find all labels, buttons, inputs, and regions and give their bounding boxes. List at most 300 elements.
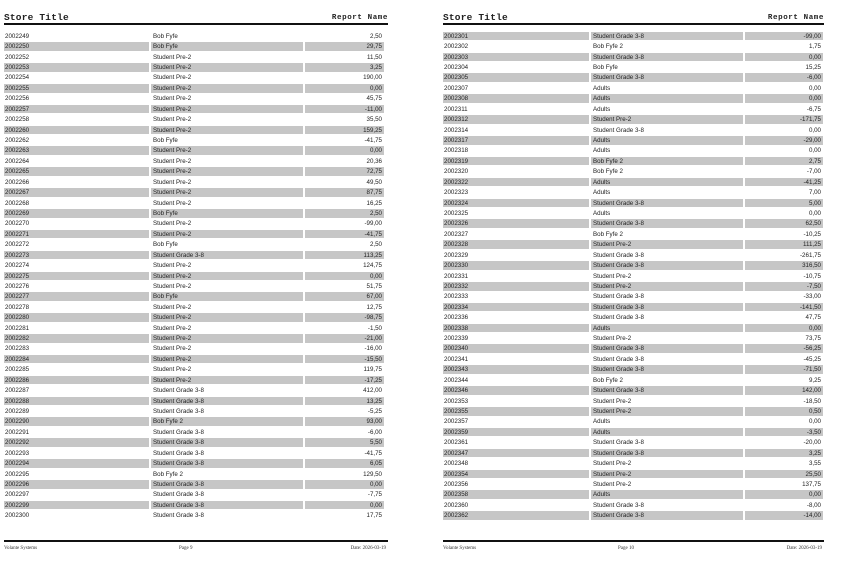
table-row — [4, 396, 388, 406]
row-name: Student Pre-2 — [151, 126, 303, 135]
row-id: 2002324 — [443, 199, 589, 208]
row-id: 2002336 — [444, 314, 469, 322]
table-row — [443, 417, 824, 427]
row-name: Student Pre-2 — [151, 105, 303, 114]
table-row — [4, 458, 388, 468]
table-row — [443, 510, 824, 520]
row-name: Adults — [591, 178, 743, 187]
row-name: Adults — [591, 324, 743, 333]
row-name: Student Grade 3-8 — [151, 397, 303, 406]
row-name: Student Pre-2 — [591, 407, 743, 416]
row-id: 2002341 — [444, 355, 469, 363]
row-id: 2002267 — [4, 188, 149, 197]
row-id: 2002347 — [443, 449, 589, 458]
row-name: Student Pre-2 — [153, 303, 192, 311]
table-row — [4, 417, 388, 427]
row-amount: 3,55 — [808, 460, 821, 468]
row-name: Adults — [591, 94, 743, 103]
table-row — [4, 302, 388, 312]
footer-divider — [443, 540, 824, 542]
row-name: Student Grade 3-8 — [591, 344, 743, 353]
table-row — [443, 125, 824, 135]
row-amount: -71,50 — [745, 365, 823, 374]
row-id: 2002282 — [4, 334, 149, 343]
row-name: Bob Fyfe 2 — [153, 470, 183, 478]
row-amount: -33,00 — [803, 293, 821, 301]
row-amount: 3,25 — [305, 63, 384, 72]
row-name: Student Pre-2 — [153, 116, 192, 124]
table-row — [443, 490, 824, 500]
row-name: Student Grade 3-8 — [153, 491, 204, 499]
page-number: Page 10 — [618, 546, 634, 551]
table-row — [443, 52, 824, 62]
row-id: 2002340 — [443, 344, 589, 353]
row-name: Student Pre-2 — [153, 157, 192, 165]
row-id: 2002277 — [4, 292, 149, 301]
row-amount: 137,75 — [802, 480, 821, 488]
row-amount: -261,75 — [800, 251, 821, 259]
row-amount: 0,00 — [808, 418, 821, 426]
row-id: 2002325 — [444, 209, 469, 217]
row-amount: 45,75 — [366, 95, 382, 103]
table-row — [4, 114, 388, 124]
table-row — [4, 31, 388, 41]
row-id: 2002359 — [443, 428, 589, 437]
row-amount: 1,75 — [808, 43, 821, 51]
row-id: 2002361 — [444, 439, 469, 447]
table-row — [443, 281, 824, 291]
row-name: Bob Fyfe — [151, 209, 303, 218]
table-row — [443, 344, 824, 354]
row-amount: 20,36 — [366, 157, 382, 165]
table-row — [4, 427, 388, 437]
table-row — [443, 479, 824, 489]
row-id: 2002362 — [443, 511, 589, 520]
row-id: 2002278 — [5, 303, 30, 311]
row-name: Bob Fyfe 2 — [593, 376, 623, 384]
table-row — [443, 135, 824, 145]
row-id: 2002250 — [4, 42, 149, 51]
row-name: Student Pre-2 — [591, 470, 743, 479]
row-amount: 0,00 — [808, 84, 821, 92]
table-row — [4, 83, 388, 93]
row-amount: -41,75 — [305, 230, 384, 239]
table-row — [4, 125, 388, 135]
store-title: Store Title — [443, 12, 508, 23]
table-row — [443, 166, 824, 176]
row-name: Bob Fyfe — [593, 64, 618, 72]
table-row — [443, 219, 824, 229]
table-row — [443, 187, 824, 197]
row-amount: -8,00 — [806, 501, 821, 509]
row-id: 2002284 — [4, 355, 149, 364]
company-name: Volante Systems — [4, 546, 38, 551]
row-id: 2002330 — [443, 261, 589, 270]
row-amount: -7,50 — [745, 282, 823, 291]
row-name: Student Grade 3-8 — [593, 314, 644, 322]
table-row — [4, 271, 388, 281]
table-row — [4, 229, 388, 239]
row-name: Adults — [591, 490, 743, 499]
row-name: Student Grade 3-8 — [591, 511, 743, 520]
table-row — [443, 250, 824, 260]
row-name: Bob Fyfe 2 — [151, 417, 303, 426]
row-id: 2002328 — [443, 240, 589, 249]
row-amount: 49,50 — [366, 178, 382, 186]
row-name: Student Pre-2 — [151, 272, 303, 281]
table-row — [4, 239, 388, 249]
row-name: Student Grade 3-8 — [593, 251, 644, 259]
row-name: Student Grade 3-8 — [151, 480, 303, 489]
row-name: Student Grade 3-8 — [153, 407, 204, 415]
row-id: 2002272 — [5, 241, 30, 249]
table-row — [4, 135, 388, 145]
table-row — [443, 239, 824, 249]
footer-divider — [4, 540, 388, 542]
row-amount: -99,00 — [745, 32, 823, 41]
row-id: 2002295 — [5, 470, 30, 478]
row-name: Student Grade 3-8 — [153, 428, 204, 436]
row-name: Bob Fyfe — [153, 32, 178, 40]
row-id: 2002329 — [444, 251, 469, 259]
row-id: 2002281 — [5, 324, 30, 332]
row-amount: 2,50 — [369, 241, 382, 249]
row-amount: 0,00 — [305, 501, 384, 510]
row-name: Student Pre-2 — [153, 345, 192, 353]
row-id: 2002264 — [5, 157, 30, 165]
table-row — [4, 146, 388, 156]
row-amount: 0,00 — [745, 94, 823, 103]
row-name: Student Grade 3-8 — [151, 501, 303, 510]
row-name: Student Grade 3-8 — [153, 449, 204, 457]
row-id: 2002249 — [5, 32, 30, 40]
row-amount: 0,00 — [305, 146, 384, 155]
row-amount: -5,25 — [367, 407, 382, 415]
row-amount: -41,75 — [364, 449, 382, 457]
row-name: Adults — [591, 428, 743, 437]
table-row — [4, 94, 388, 104]
row-id: 2002344 — [444, 376, 469, 384]
table-row — [443, 73, 824, 83]
row-name: Student Pre-2 — [591, 240, 743, 249]
row-amount: 29,75 — [305, 42, 384, 51]
row-amount: -14,00 — [745, 511, 823, 520]
row-name: Bob Fyfe — [151, 292, 303, 301]
row-name: Student Pre-2 — [151, 146, 303, 155]
row-id: 2002274 — [5, 262, 30, 270]
row-amount: -1,50 — [367, 324, 382, 332]
row-name: Student Grade 3-8 — [591, 219, 743, 228]
report-name: Report Name — [331, 14, 388, 22]
row-id: 2002257 — [4, 105, 149, 114]
row-name: Student Pre-2 — [153, 178, 192, 186]
row-name: Bob Fyfe 2 — [593, 230, 623, 238]
row-id: 2002303 — [443, 53, 589, 62]
row-name: Bob Fyfe — [151, 42, 303, 51]
table-row — [4, 469, 388, 479]
row-id: 2002285 — [5, 366, 30, 374]
row-id: 2002299 — [4, 501, 149, 510]
row-amount: 9,25 — [808, 376, 821, 384]
row-amount: 73,75 — [805, 335, 821, 343]
table-row — [443, 104, 824, 114]
row-id: 2002320 — [444, 168, 469, 176]
row-amount: 7,00 — [808, 189, 821, 197]
row-name: Student Pre-2 — [593, 335, 632, 343]
header-divider — [4, 23, 388, 25]
row-name: Student Pre-2 — [153, 366, 192, 374]
row-name: Student Grade 3-8 — [151, 251, 303, 260]
report-page-10 — [443, 0, 824, 563]
table-row — [4, 479, 388, 489]
row-amount: 412,00 — [363, 387, 382, 395]
row-amount: 0,00 — [745, 53, 823, 62]
row-amount: 5,50 — [305, 438, 384, 447]
report-date: Date: 2026-03-19 — [350, 546, 386, 551]
table-row — [443, 94, 824, 104]
table-row — [443, 229, 824, 239]
row-name: Student Grade 3-8 — [153, 387, 204, 395]
row-id: 2002288 — [4, 397, 149, 406]
row-name: Student Pre-2 — [151, 84, 303, 93]
row-name: Student Grade 3-8 — [593, 293, 644, 301]
row-name: Student Grade 3-8 — [151, 459, 303, 468]
table-row — [4, 260, 388, 270]
table-row — [443, 208, 824, 218]
row-id: 2002305 — [443, 73, 589, 82]
row-id: 2002294 — [4, 459, 149, 468]
table-row — [443, 406, 824, 416]
table-row — [443, 385, 824, 395]
row-name: Student Pre-2 — [151, 334, 303, 343]
row-amount: -15,50 — [305, 355, 384, 364]
row-id: 2002268 — [5, 199, 30, 207]
row-name: Bob Fyfe — [153, 137, 178, 145]
row-amount: 13,25 — [305, 397, 384, 406]
row-name: Student Grade 3-8 — [593, 501, 644, 509]
table-row — [443, 458, 824, 468]
table-row — [4, 104, 388, 114]
row-amount: 11,50 — [366, 53, 382, 61]
row-name: Adults — [591, 136, 743, 145]
row-name: Student Pre-2 — [153, 199, 192, 207]
row-id: 2002304 — [444, 64, 469, 72]
table-row — [443, 198, 824, 208]
row-id: 2002334 — [443, 303, 589, 312]
table-row — [4, 365, 388, 375]
row-name: Student Pre-2 — [151, 355, 303, 364]
row-amount: -98,75 — [305, 313, 384, 322]
row-id: 2002296 — [4, 480, 149, 489]
row-id: 2002333 — [444, 293, 469, 301]
row-id: 2002280 — [4, 313, 149, 322]
row-amount: 0,00 — [808, 147, 821, 155]
row-id: 2002265 — [4, 167, 149, 176]
row-id: 2002273 — [4, 251, 149, 260]
row-amount: 2,50 — [369, 32, 382, 40]
row-amount: -45,25 — [803, 355, 821, 363]
row-amount: -10,25 — [803, 230, 821, 238]
table-row — [443, 31, 824, 41]
row-id: 2002286 — [4, 376, 149, 385]
table-row — [443, 500, 824, 510]
table-row — [4, 323, 388, 333]
row-amount: 62,50 — [745, 219, 823, 228]
row-amount: 5,00 — [745, 199, 823, 208]
report-date: Date: 2026-03-19 — [786, 546, 822, 551]
table-row — [443, 177, 824, 187]
table-row — [443, 333, 824, 343]
row-id: 2002357 — [444, 418, 469, 426]
table-row — [4, 333, 388, 343]
row-name: Student Pre-2 — [151, 230, 303, 239]
row-name: Student Grade 3-8 — [591, 386, 743, 395]
row-amount: -41,75 — [364, 137, 382, 145]
row-amount: -21,00 — [305, 334, 384, 343]
row-id: 2002260 — [4, 126, 149, 135]
row-amount: -17,25 — [305, 376, 384, 385]
row-name: Student Pre-2 — [151, 376, 303, 385]
row-name: Student Pre-2 — [591, 282, 743, 291]
table-row — [4, 312, 388, 322]
row-amount: 72,75 — [305, 167, 384, 176]
row-id: 2002314 — [444, 126, 469, 134]
row-id: 2002311 — [444, 105, 468, 113]
row-amount: 12,75 — [366, 303, 382, 311]
table-row — [4, 198, 388, 208]
row-name: Student Pre-2 — [153, 282, 192, 290]
row-id: 2002348 — [444, 460, 469, 468]
row-name: Student Grade 3-8 — [591, 32, 743, 41]
table-row — [443, 62, 824, 72]
table-row — [4, 250, 388, 260]
row-amount: 93,00 — [305, 417, 384, 426]
row-id: 2002252 — [5, 53, 30, 61]
row-id: 2002360 — [444, 501, 469, 509]
row-amount: -11,00 — [305, 105, 384, 114]
row-id: 2002317 — [443, 136, 589, 145]
row-name: Student Pre-2 — [153, 95, 192, 103]
table-row — [443, 114, 824, 124]
row-amount: -29,00 — [745, 136, 823, 145]
row-name: Adults — [593, 147, 611, 155]
row-id: 2002256 — [5, 95, 30, 103]
table-row — [443, 323, 824, 333]
row-id: 2002343 — [443, 365, 589, 374]
row-id: 2002275 — [4, 272, 149, 281]
row-id: 2002358 — [443, 490, 589, 499]
row-name: Student Grade 3-8 — [591, 303, 743, 312]
table-row — [4, 177, 388, 187]
row-name: Bob Fyfe — [153, 241, 178, 249]
row-name: Student Pre-2 — [153, 324, 192, 332]
row-amount: 2,50 — [305, 209, 384, 218]
table-row — [443, 292, 824, 302]
row-name: Student Pre-2 — [153, 74, 192, 82]
table-row — [4, 406, 388, 416]
row-id: 2002290 — [4, 417, 149, 426]
table-row — [4, 448, 388, 458]
row-id: 2002346 — [443, 386, 589, 395]
table-row — [443, 156, 824, 166]
table-row — [443, 469, 824, 479]
row-id: 2002356 — [444, 480, 469, 488]
table-row — [4, 281, 388, 291]
row-name: Student Pre-2 — [153, 53, 192, 61]
row-name: Student Grade 3-8 — [591, 365, 743, 374]
row-id: 2002253 — [4, 63, 149, 72]
row-amount: 142,00 — [745, 386, 823, 395]
row-name: Student Grade 3-8 — [591, 261, 743, 270]
row-id: 2002254 — [5, 74, 30, 82]
row-id: 2002338 — [443, 324, 589, 333]
store-title: Store Title — [4, 12, 69, 23]
table-row — [443, 437, 824, 447]
row-amount: 2,75 — [745, 157, 823, 166]
table-row — [4, 187, 388, 197]
table-row — [443, 354, 824, 364]
table-row — [4, 490, 388, 500]
row-id: 2002319 — [443, 157, 589, 166]
row-name: Student Grade 3-8 — [153, 512, 204, 520]
header-divider — [443, 23, 824, 25]
row-amount: 51,75 — [366, 282, 382, 290]
report-name: Report Name — [767, 14, 824, 22]
row-amount: -7,75 — [367, 491, 382, 499]
row-amount: -18,50 — [803, 397, 821, 405]
row-name: Student Grade 3-8 — [593, 355, 644, 363]
row-id: 2002354 — [443, 470, 589, 479]
row-amount: 129,50 — [363, 470, 382, 478]
row-id: 2002300 — [5, 512, 30, 520]
table-row — [443, 396, 824, 406]
data-table — [4, 31, 388, 521]
row-amount: -3,50 — [745, 428, 823, 437]
row-amount: -171,75 — [745, 115, 823, 124]
table-row — [4, 437, 388, 447]
row-id: 2002263 — [4, 146, 149, 155]
row-id: 2002323 — [444, 189, 469, 197]
row-amount: 0,00 — [745, 490, 823, 499]
row-amount: 0,50 — [745, 407, 823, 416]
row-name: Adults — [593, 105, 611, 113]
row-name: Student Pre-2 — [151, 167, 303, 176]
row-amount: 0,00 — [808, 126, 821, 134]
table-row — [4, 510, 388, 520]
company-name: Volante Systems — [443, 546, 477, 551]
row-id: 2002301 — [443, 32, 589, 41]
row-amount: -6,75 — [806, 105, 821, 113]
table-row — [443, 302, 824, 312]
row-amount: 0,00 — [808, 209, 821, 217]
row-name: Bob Fyfe 2 — [593, 168, 623, 176]
row-id: 2002262 — [5, 137, 30, 145]
row-name: Student Grade 3-8 — [591, 199, 743, 208]
row-id: 2002255 — [4, 84, 149, 93]
row-amount: -10,75 — [803, 272, 821, 280]
row-name: Student Pre-2 — [153, 220, 192, 228]
row-amount: 111,25 — [745, 240, 823, 249]
row-name: Student Pre-2 — [153, 262, 192, 270]
row-name: Student Grade 3-8 — [151, 438, 303, 447]
table-row — [443, 41, 824, 51]
row-id: 2002258 — [5, 116, 30, 124]
table-row — [4, 166, 388, 176]
table-row — [443, 146, 824, 156]
row-id: 2002297 — [5, 491, 30, 499]
row-name: Student Grade 3-8 — [593, 439, 644, 447]
table-row — [4, 73, 388, 83]
